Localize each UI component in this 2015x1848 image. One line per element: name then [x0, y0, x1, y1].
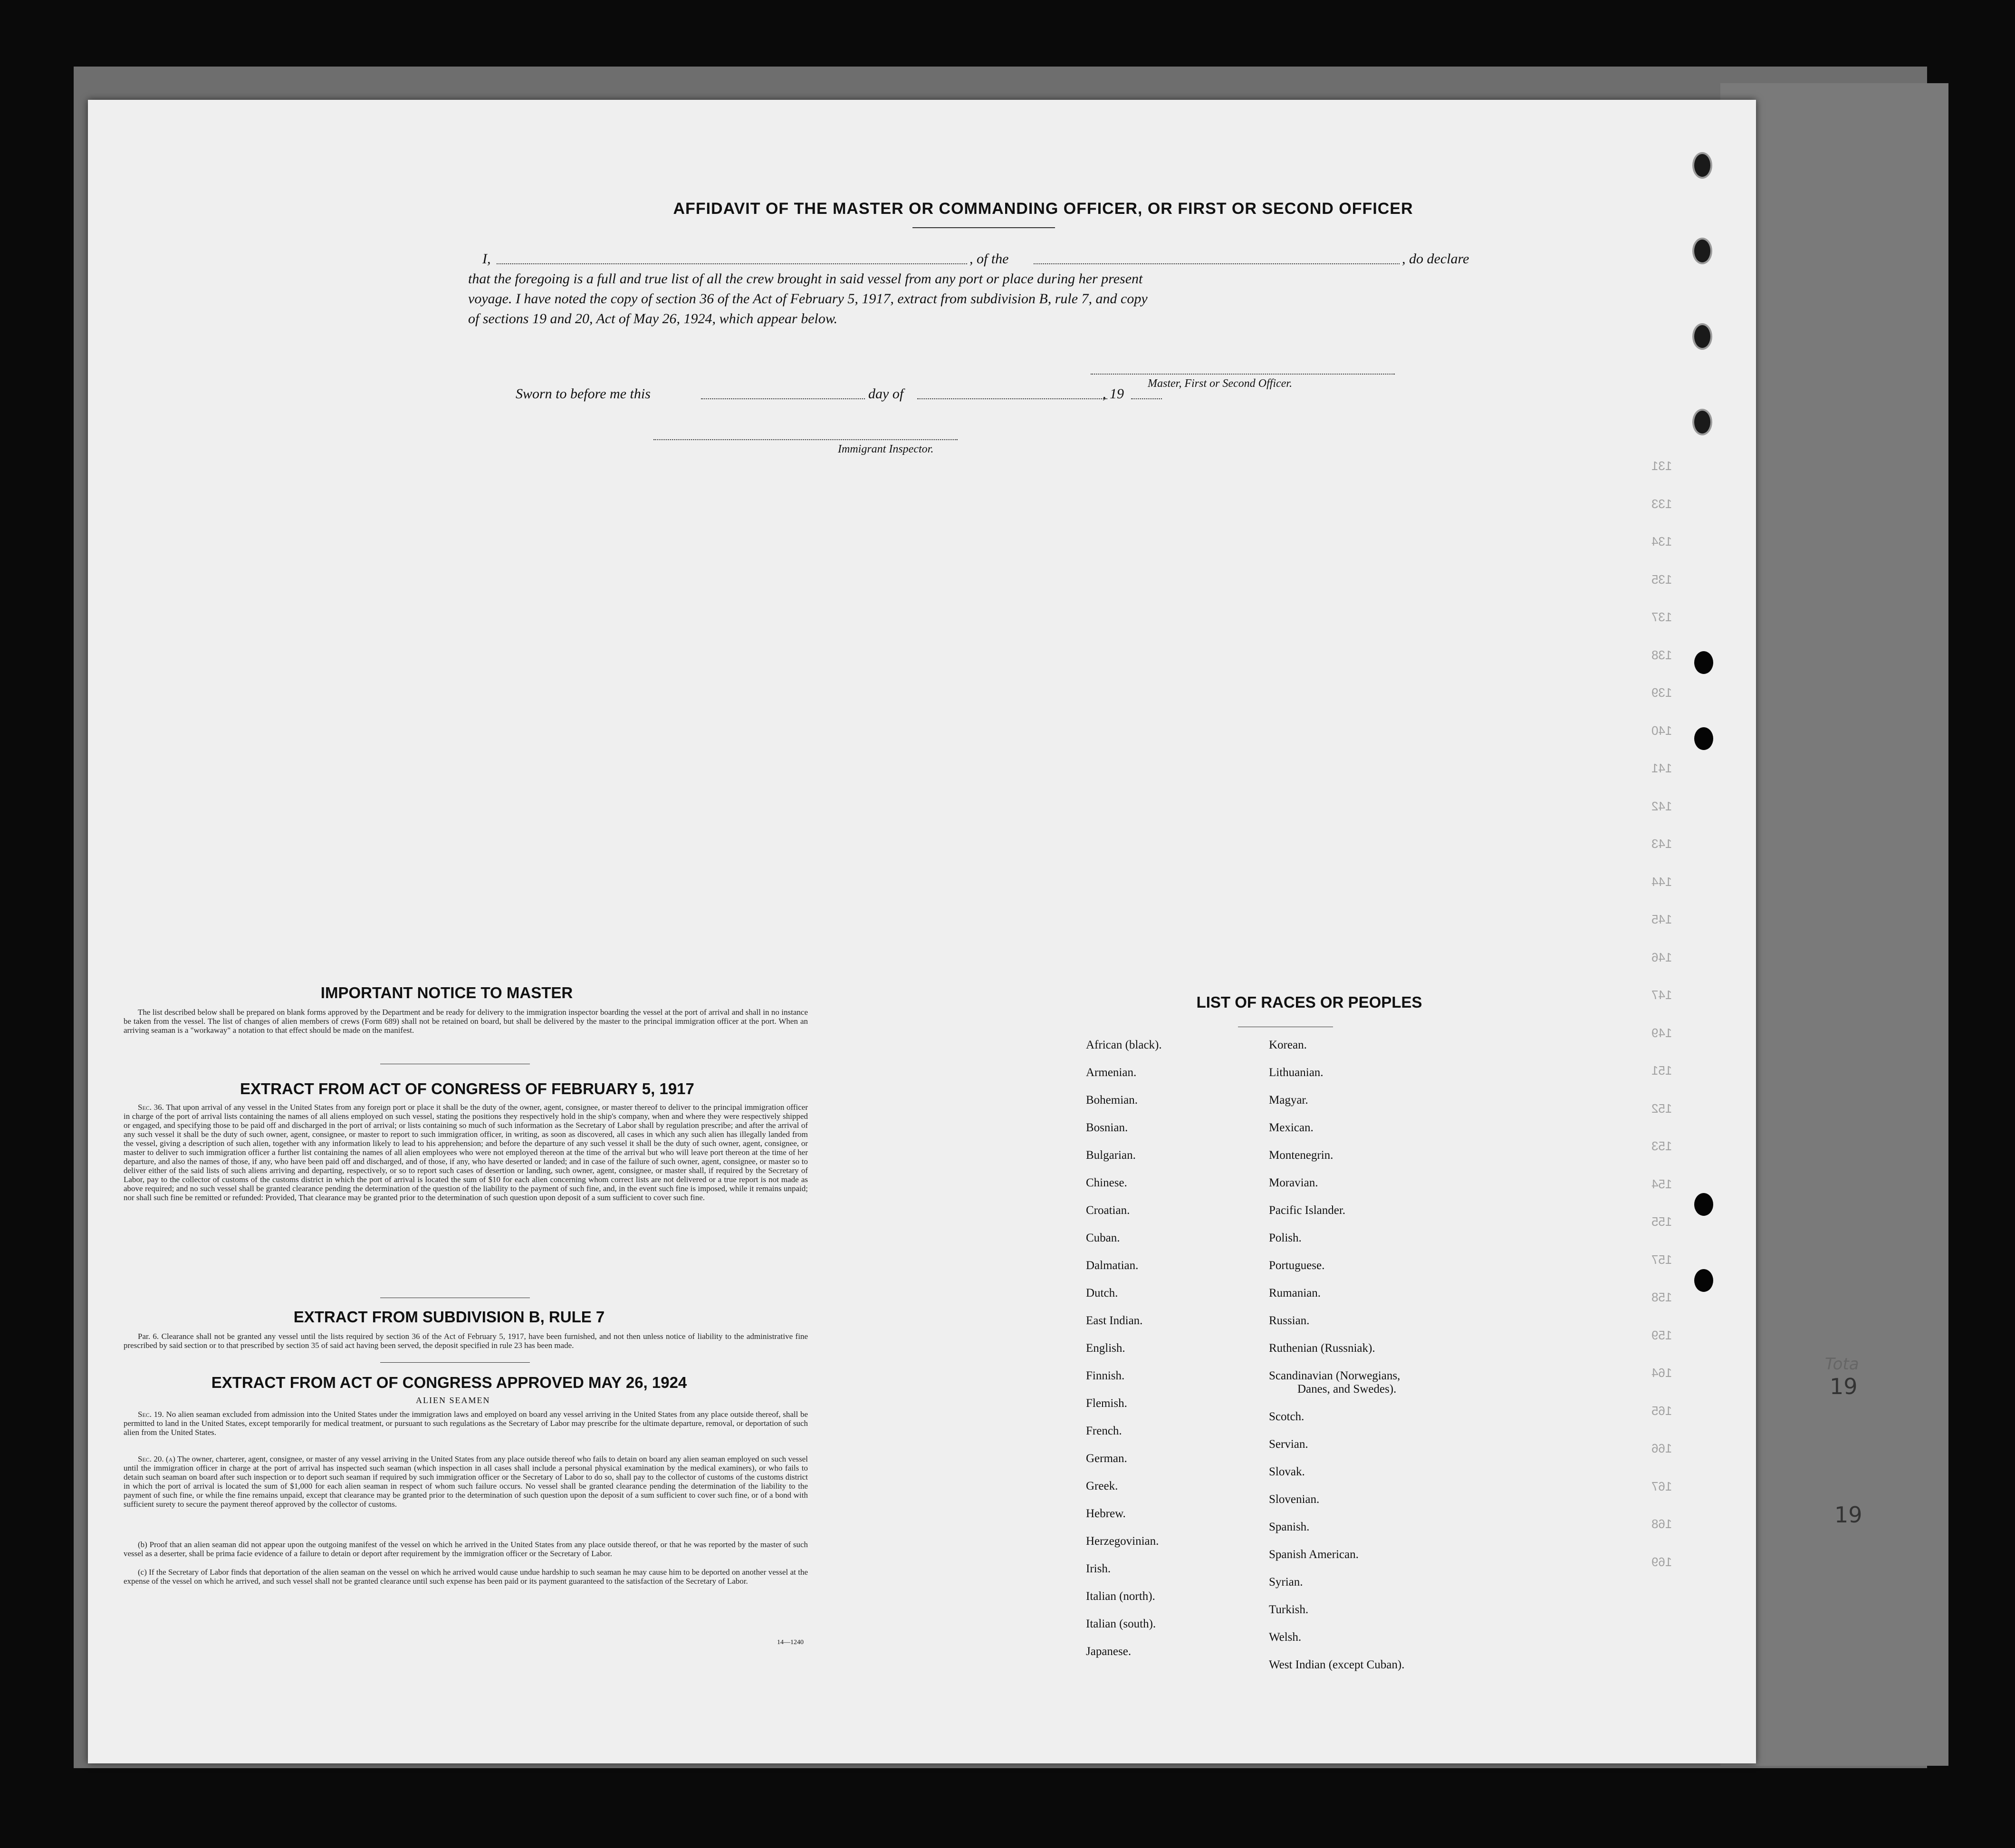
name-line	[497, 263, 967, 264]
bleed-row-number: 141	[1651, 761, 1672, 775]
bleed-row-number: 152	[1651, 1101, 1672, 1116]
race-item: German.	[1086, 1452, 1127, 1465]
race-item: African (black).	[1086, 1039, 1162, 1051]
race-item: Servian.	[1269, 1438, 1308, 1451]
section-19	[124, 1410, 808, 1437]
affidavit-of-the: , of the	[969, 251, 1009, 267]
alien-seamen-subtitle: ALIEN SEAMEN	[416, 1396, 490, 1405]
bleed-row-number: 139	[1651, 685, 1672, 700]
race-item: Turkish.	[1269, 1603, 1309, 1616]
affidavit-line3: voyage. I have noted the copy of section 36 of the Act of February 5, 1917, extract from subdivision B, rule 7, and copy	[468, 291, 1148, 307]
race-item: French.	[1086, 1424, 1122, 1437]
bleed-row-number: 157	[1651, 1252, 1672, 1267]
section-36-text: That upon arrival of any vessel in the United States from any foreign port or place it shall be the duty of the owner, agent, consignee, or master thereof to deliver to the principal immigration officer in charge of the port of arrival lists containing the names of all aliens employed on such vessel, stating the positions they respectively hold in the ship's company, when and where they were respectively shipped or engaged, and specifying those to be paid off and discharged in the port of arrival; or lists containing so much of such information as the Secretary of Labor shall by regulation prescribe; and after the arrival of any such vessel it shall be the duty of such owner, agent, consignee, or master to report to such immigration officer, in writing, as soon as discovered, all cases in which any such alien has illegally landed from the vessel, giving a description of such alien, together with any information likely to lead to his apprehension; and before the departure of any such vessel it shall be the duty of such owner, agent, consignee, or master to deliver to such immigration officer a further list containing the names of all alien employees who were not employed thereon at the time of the arrival but who will leave port thereon at the time of her departure, and also the names of those, if any, who have been paid off and discharged, and of those, if any, who have deserted or landed; and in case of the failure of such owner, agent, consignee, or master so to deliver either of the said lists of such aliens arriving and departing, respectively, or so to report such cases of desertion or landing, such owner, agent, consignee, or master shall, if required by the Secretary of Labor, pay to the collector of customs of the customs district in which the port of arrival is located the sum of $10 for each alien concerning whom correct lists are not delivered or a true report is not made as above required; and no such vessel shall be granted clearance pending the determination of the question of the liability to the payment of such fine, and, in the event such fine is imposed, while it remains unpaid; nor shall such fine be remitted or refunded: Provided, That clearance may be granted prior to the determination of such question upon deposit of a sum sufficient to cover such fine.	[124, 1103, 808, 1202]
race-item: Japanese.	[1086, 1645, 1132, 1658]
bleed-row-number: 151	[1651, 1063, 1672, 1078]
rule7-body	[124, 1332, 808, 1350]
race-item: Pacific Islander.	[1269, 1204, 1346, 1217]
punch-hole	[1694, 727, 1713, 750]
race-item: Irish.	[1086, 1562, 1111, 1575]
master-signature-label: Master, First or Second Officer.	[1148, 377, 1292, 390]
race-item: Bulgarian.	[1086, 1149, 1136, 1162]
extract-1924-title: EXTRACT FROM ACT OF CONGRESS APPROVED MAY 26, 1924	[211, 1374, 687, 1391]
bleed-row-number: 154	[1651, 1176, 1672, 1191]
race-item: Armenian.	[1086, 1066, 1137, 1079]
affidavit-line4: of sections 19 and 20, Act of May 26, 1924, which appear below.	[468, 311, 838, 327]
race-item: Italian (north).	[1086, 1590, 1155, 1603]
race-item: Mexican.	[1269, 1121, 1314, 1134]
race-item: Greek.	[1086, 1480, 1118, 1492]
race-item: Ruthenian (Russniak).	[1269, 1342, 1375, 1355]
year-prefix: , 19	[1103, 386, 1124, 402]
race-item: Lithuanian.	[1269, 1066, 1324, 1079]
par-6-label: Par. 6.	[138, 1332, 159, 1341]
bleed-row-number: 131	[1651, 459, 1672, 473]
punch-hole	[1694, 1193, 1713, 1216]
punch-hole	[1692, 152, 1712, 179]
race-item: Syrian.	[1269, 1576, 1303, 1588]
document-page	[88, 100, 1756, 1763]
races-title: LIST OF RACES OR PEOPLES	[1196, 993, 1422, 1011]
vessel-line	[1034, 263, 1400, 264]
notice-title: IMPORTANT NOTICE TO MASTER	[320, 984, 573, 1001]
race-item: Herzegovinian.	[1086, 1535, 1159, 1548]
race-item: East Indian.	[1086, 1314, 1143, 1327]
race-item: Magyar.	[1269, 1094, 1308, 1107]
race-item: Hebrew.	[1086, 1507, 1126, 1520]
bleed-row-number: 145	[1651, 912, 1672, 926]
race-item: Korean.	[1269, 1039, 1307, 1051]
race-item: Scotch.	[1269, 1410, 1305, 1423]
bleed-row-number: 149	[1651, 1025, 1672, 1040]
bleed-row-number: 155	[1651, 1214, 1672, 1229]
race-item: West Indian (except Cuban).	[1269, 1658, 1405, 1671]
race-item: Rumanian.	[1269, 1287, 1321, 1299]
race-item: Slovak.	[1269, 1465, 1305, 1478]
bleed-row-number: 137	[1651, 610, 1672, 624]
punch-hole	[1692, 409, 1712, 435]
sworn-month-line	[917, 398, 1107, 399]
extract-1917-title: EXTRACT FROM ACT OF CONGRESS OF FEBRUARY 5, 1917	[240, 1080, 694, 1097]
bleed-row-number: 134	[1651, 534, 1672, 549]
section-20a	[124, 1454, 808, 1509]
bleed-row-number: 158	[1651, 1290, 1672, 1304]
section-20b: (b) Proof that an alien seaman did not appear upon the outgoing manifest of the vessel on which he arrived in the United States from any place outside thereof, or that he was reported by the master of such vessel as a deserter, shall be prima facie evidence of a failure to detain or deport after requirement by the immigration officer or the Secretary of Labor.	[124, 1540, 808, 1558]
rule7-title: EXTRACT FROM SUBDIVISION B, RULE 7	[293, 1308, 605, 1326]
affidavit-i: I,	[482, 251, 491, 267]
race-item: Polish.	[1269, 1232, 1302, 1244]
race-item: Welsh.	[1269, 1631, 1302, 1644]
section-36-label: Sec. 36.	[138, 1103, 164, 1112]
bleed-row-number: 165	[1651, 1403, 1672, 1418]
bleed-row-number: 133	[1651, 496, 1672, 511]
margin-note-tota: Tota	[1825, 1355, 1859, 1374]
race-item: Portuguese.	[1269, 1259, 1325, 1272]
punch-hole	[1694, 651, 1713, 674]
bleed-row-number: 169	[1651, 1554, 1672, 1569]
margin-note-tota-value: 19	[1830, 1374, 1858, 1399]
race-item: Spanish American.	[1269, 1548, 1359, 1561]
race-item: Spanish.	[1269, 1521, 1310, 1533]
race-item: English.	[1086, 1342, 1125, 1355]
race-item: Finnish.	[1086, 1369, 1125, 1382]
punch-hole	[1694, 1269, 1713, 1292]
race-item: Dutch.	[1086, 1287, 1118, 1299]
races-right-column	[1269, 1031, 1404, 1679]
bleed-row-number: 159	[1651, 1328, 1672, 1342]
race-item: Russian.	[1269, 1314, 1310, 1327]
section-20c: (c) If the Secretary of Labor finds that deportation of the alien seaman on the vessel on which he arrived would cause undue hardship to such seaman he may cause him to be deported on another vessel at the expense of the vessel on which he arrived, and such vessel shall not be granted clearance until such expense has been paid or its payment guaranteed to the satisfaction of the Secretary of Labor.	[124, 1568, 808, 1586]
affidavit-line2: that the foregoing is a full and true list of all the crew brought in said vessel from any port or place during her present	[468, 271, 1143, 287]
inspector-label: Immigrant Inspector.	[838, 443, 934, 455]
bleed-row-number: 142	[1651, 799, 1672, 813]
race-item: Bohemian.	[1086, 1094, 1138, 1107]
form-number: 14—1240	[777, 1639, 804, 1646]
race-item: Dalmatian.	[1086, 1259, 1139, 1272]
bleed-row-number: 138	[1651, 647, 1672, 662]
margin-note-lower: 19	[1834, 1502, 1862, 1528]
race-item: Bosnian.	[1086, 1121, 1128, 1134]
bleed-row-number: 144	[1651, 874, 1672, 889]
bleed-row-number: 166	[1651, 1441, 1672, 1455]
extract-1917-body	[124, 1103, 808, 1202]
rule7-rule	[380, 1362, 530, 1363]
bleed-row-number: 168	[1651, 1517, 1672, 1531]
bleed-row-number: 147	[1651, 988, 1672, 1002]
master-signature-line	[1091, 374, 1395, 375]
races-left-column	[1086, 1031, 1162, 1665]
race-item: Danes, and Swedes).	[1297, 1383, 1397, 1396]
race-item: Chinese.	[1086, 1176, 1127, 1189]
section-20-label: Sec. 20. (a)	[138, 1454, 175, 1463]
title-rule	[912, 227, 1055, 228]
bleed-row-number: 164	[1651, 1366, 1672, 1380]
bleed-row-number: 146	[1651, 950, 1672, 964]
day-of-text: day of	[868, 386, 904, 402]
race-item: Scandinavian (Norwegians,	[1269, 1369, 1401, 1382]
affidavit-title: AFFIDAVIT OF THE MASTER OR COMMANDING OFFICER, OR FIRST OR SECOND OFFICER	[673, 200, 1413, 218]
punch-hole	[1692, 323, 1712, 350]
bleed-row-number: 135	[1651, 572, 1672, 587]
bleed-row-number: 143	[1651, 837, 1672, 851]
notice-body: The list described below shall be prepared on blank forms approved by the Department and be ready for delivery to the immigration inspector boarding the vessel at the port of arrival and shall in no instance be taken from the vessel. The list of changes of alien members of crews (Form 689) shall not be retained on board, but shall be delivered by the master to the principal immigration officer at the port. When an arriving seaman is a "workaway" a notation to that effect should be made on the manifest.	[124, 1008, 808, 1035]
section-20-text: The owner, charterer, agent, consignee, or master of any vessel arriving in the United States from any place outside thereof who fails to detain on board any alien seaman employed on such vessel until the immigration officer in charge at the port of arrival has inspected such seaman (which inspection in all cases shall include a personal physical examination by the medical examiners), or who fails to detain such seaman on board after such inspection or to deport such seaman if required by such immigration officer or the Secretary of Labor to do so, shall pay to the collector of customs of the customs district in which the port of arrival is located the sum of $1,000 for each alien seaman in respect of whom such failure occurs. No vessel shall be granted clearance pending the determination of the liability to the payment of such fine, or while the fine remains unpaid, except that clearance may be granted prior to the determination of such question upon the deposit of a sum sufficient to cover such fine, or of a bond with sufficient surety to secure the payment thereof approved by the collector of customs.	[124, 1454, 808, 1509]
race-item: Croatian.	[1086, 1204, 1130, 1217]
race-item: Cuban.	[1086, 1232, 1120, 1244]
section-19-label: Sec. 19.	[138, 1410, 164, 1419]
par-6-text: Clearance shall not be granted any vessel until the lists required by section 36 of the Act of February 5, 1917, have been furnished, and not then unless notice of liability to the administrative fine prescribed by said section or to that prescribed by section 35 of said act having been served, the deposit specified in rule 23 has been made.	[124, 1332, 808, 1350]
sworn-text: Sworn to before me this	[516, 386, 651, 402]
race-item: Montenegrin.	[1269, 1149, 1334, 1162]
sworn-day-line	[701, 398, 865, 399]
section-19-text: No alien seaman excluded from admission into the United States under the immigration laws and employed on board any vessel arriving in the United States from any place outside thereof, shall be permitted to land in the United States, except temporarily for medical treatment, or pursuant to such regulations as the Secretary of Labor may prescribe for the ultimate departure, removal, or deportation of such alien from the United States.	[124, 1410, 808, 1437]
affidavit-declare: , do declare	[1402, 251, 1469, 267]
bleed-row-number: 167	[1651, 1479, 1672, 1493]
punch-hole	[1692, 238, 1712, 264]
race-item: Flemish.	[1086, 1397, 1127, 1410]
inspector-signature-line	[653, 439, 958, 440]
year-line	[1131, 398, 1162, 399]
race-item: Italian (south).	[1086, 1617, 1156, 1630]
bleed-row-number: 140	[1651, 723, 1672, 738]
bleed-row-number: 153	[1651, 1139, 1672, 1153]
race-item: Slovenian.	[1269, 1493, 1320, 1506]
race-item: Moravian.	[1269, 1176, 1318, 1189]
